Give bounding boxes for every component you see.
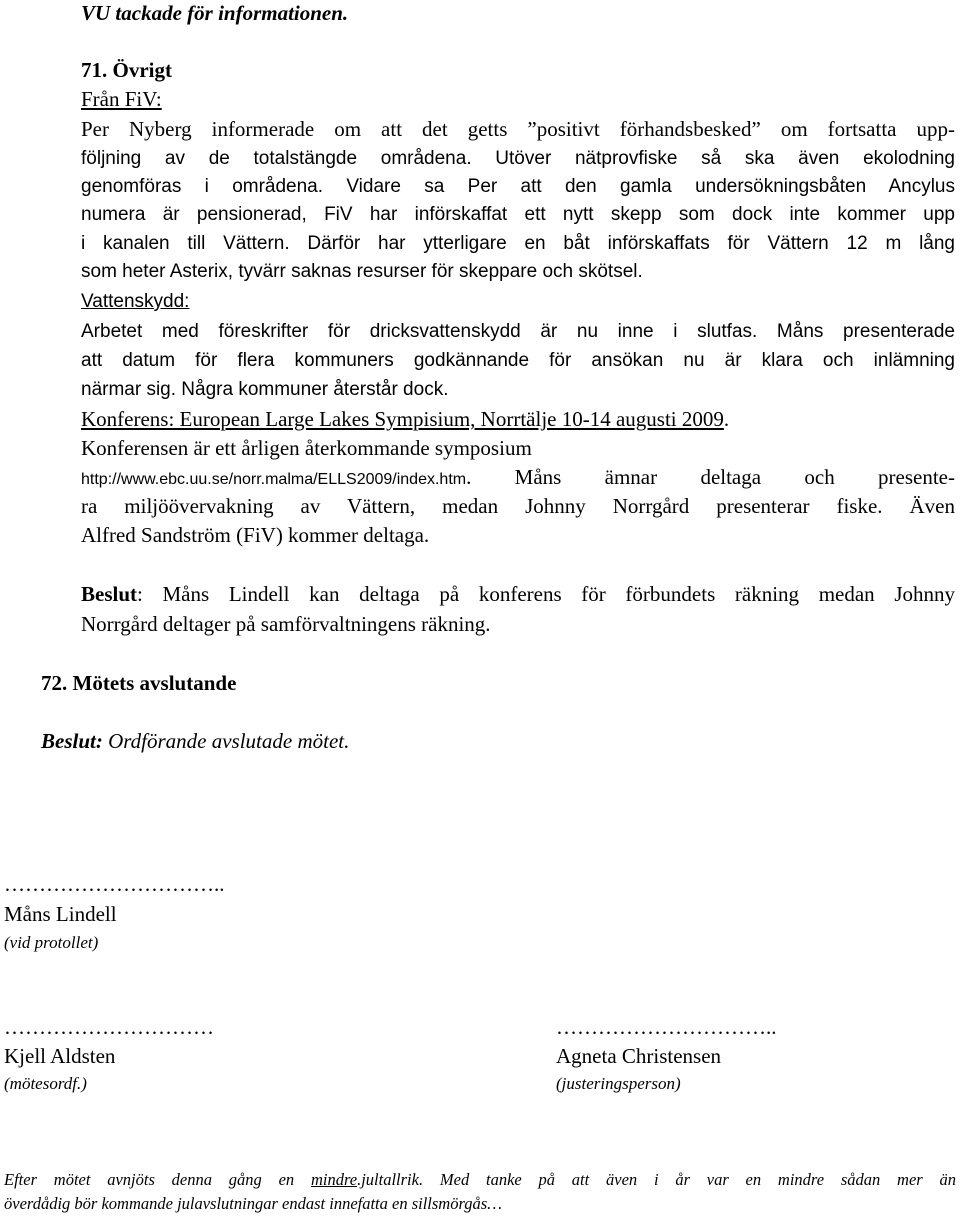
fiv-line-4: numera är pensionerad, FiV har införskaffat ett nytt skepp som dock inte kommer upp (81, 204, 955, 225)
vatten-line-2: att datum för flera kommuners godkännande för ansökan nu är klara och inlämning (81, 350, 955, 371)
fiv-line-6: som heter Asterix, tyvärr saknas resurser för skeppare och skötsel. (81, 261, 643, 282)
vatten-line-1: Arbetet med föreskrifter för dricksvattenskydd är nu inne i slutfas. Måns presenterade (81, 321, 955, 342)
signature-name-1: Måns Lindell (4, 902, 117, 926)
beslut-71-line-1: Beslut: Måns Lindell kan deltaga på konferens för förbundets räkning medan Johnny (81, 582, 955, 606)
konferens-line-3: ra miljöövervakning av Vättern, medan Johnny Norrgård presenterar fiske. Även (81, 494, 955, 518)
fiv-line-5: i kanalen till Vättern. Därför har ytterligare en båt införskaffats för Vättern 12 m lång (81, 233, 955, 254)
signature-role-3: (justeringsperson) (556, 1074, 681, 1093)
beslut-label: Beslut (81, 582, 138, 606)
konferens-heading: Konferens: European Large Lakes Sympisium, Norrtälje 10-14 augusti 2009. (81, 407, 730, 431)
signature-line-2: ………………………… (4, 1015, 214, 1039)
konferens-line-2: http://www.ebc.uu.se/norr.malma/ELLS2009/index.htm. Måns ämnar deltaga och presente- (81, 465, 955, 489)
signature-role-1: (vid protollet) (4, 933, 99, 952)
section-71-heading: 71. Övrigt (81, 58, 172, 82)
signature-role-2: (mötesordf.) (4, 1074, 87, 1093)
footer-mindre: mindre (310, 1170, 358, 1189)
fiv-line-1: Per Nyberg informerade om att det getts ”positivt förhandsbesked” om fortsatta upp- (81, 117, 955, 141)
vattenskydd-subheading: Vattenskydd: (81, 291, 190, 312)
section-72-heading: 72. Mötets avslutande (41, 671, 237, 695)
fiv-subheading: Från FiV: (81, 87, 162, 111)
konferens-label: Konferens: European Large Lakes Sympisium, Norrtälje 10-14 augusti 2009 (81, 407, 724, 431)
intro-text: VU tackade för informationen. (81, 1, 349, 25)
signature-name-3: Agneta Christensen (556, 1044, 722, 1068)
footer-line-1: Efter mötet avnjöts denna gång en mindre.jultallrik. Med tanke på att även i år var en mindre sådan mer än (4, 1170, 956, 1189)
konferens-line-4: Alfred Sandström (FiV) kommer deltaga. (81, 523, 430, 547)
fiv-line-3: genomföras i områdena. Vidare sa Per att den gamla undersökningsbåten Ancylus (81, 176, 955, 197)
konferens-line-1: Konferensen är ett årligen återkommande symposium (81, 436, 532, 460)
signature-name-2: Kjell Aldsten (4, 1044, 116, 1068)
signature-line-3: ………………………….. (556, 1015, 777, 1039)
beslut-72: Beslut: Ordförande avslutade mötet. (41, 729, 350, 753)
footer-line-2: överdådig bör kommande julavslutningar endast innefatta en sillsmörgås… (4, 1194, 502, 1213)
beslut-72-label: Beslut: (41, 729, 103, 753)
signature-line-1: ………………………….. (4, 872, 225, 896)
fiv-line-2: följning av de totalstängde områdena. Utöver nätprovfiske så ska även ekolodning (81, 148, 955, 169)
beslut-71-line-2: Norrgård deltager på samförvaltningens räkning. (81, 612, 491, 636)
vatten-line-3: närmar sig. Några kommuner återstår dock. (81, 379, 449, 400)
conference-url[interactable]: http://www.ebc.uu.se/norr.malma/ELLS2009/index.htm (81, 471, 467, 488)
